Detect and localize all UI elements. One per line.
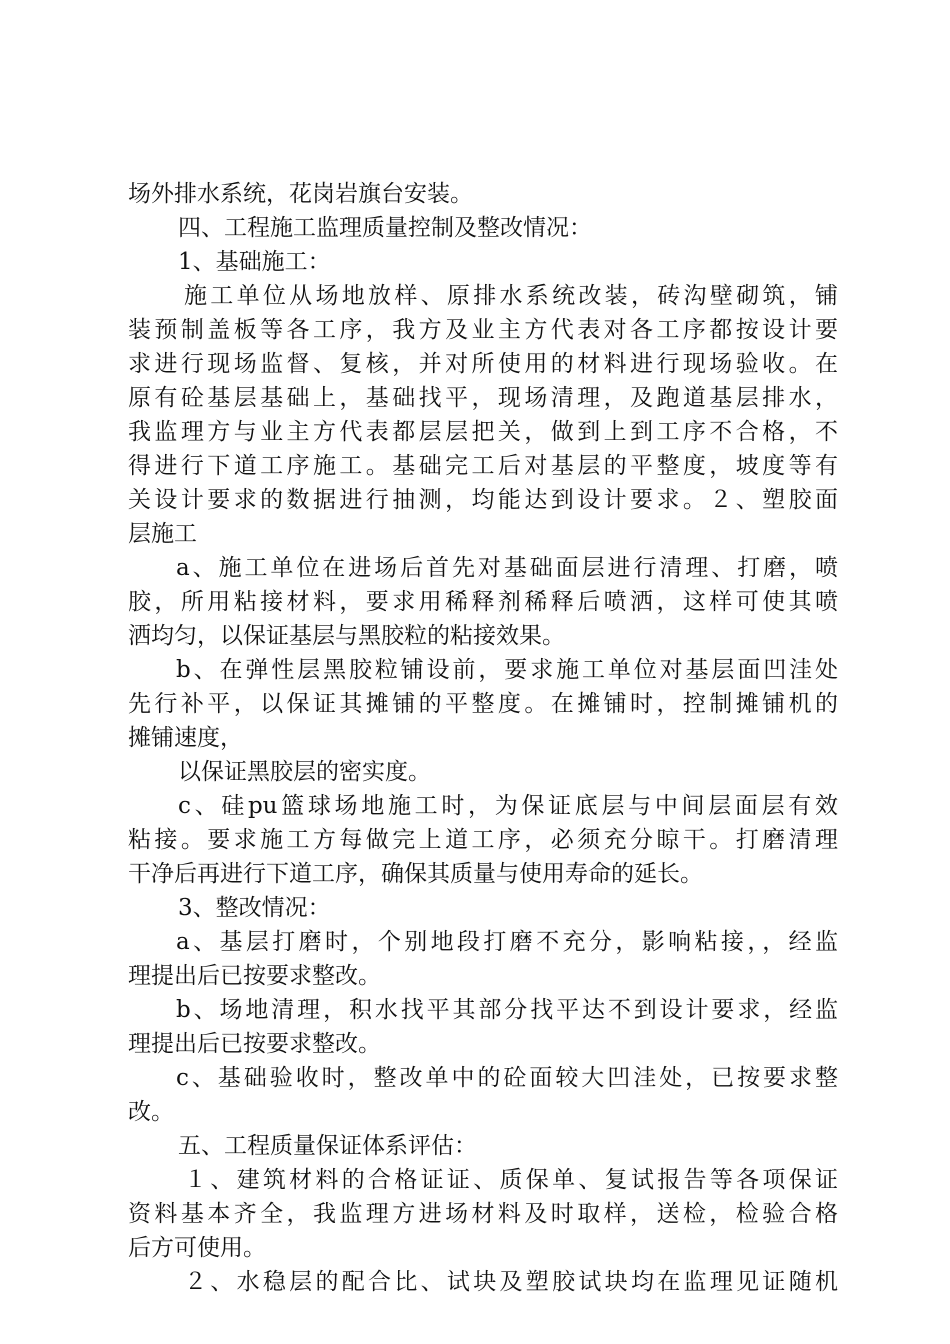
- text-line: 场外排水系统，花岗岩旗台安装。: [128, 181, 473, 207]
- text-line: 原有砼基层基础上，基础找平，现场清理，及跑道基层排水，: [128, 385, 838, 411]
- text-line: 理提出后已按要求整改。: [128, 1031, 381, 1057]
- text-line: １、建筑材料的合格证证、质保单、复试报告等各项保证: [184, 1167, 838, 1193]
- subsection-heading: 3、整改情况：: [178, 895, 331, 921]
- text-line: 胶，所用粘接材料，要求用稀释剂稀释后喷洒，这样可使其喷: [128, 589, 838, 615]
- text-line: 改。: [128, 1099, 174, 1125]
- text-line: 干净后再进行下道工序，确保其质量与使用寿命的延长。: [128, 861, 703, 887]
- text-line: a、基层打磨时，个别地段打磨不充分，影响粘接，，经监: [176, 929, 838, 955]
- text-line: 资料基本齐全，我监理方进场材料及时取样，送检，检验合格: [128, 1201, 838, 1227]
- text-line: b、场地清理，积水找平其部分找平达不到设计要求，经监: [176, 997, 838, 1023]
- text-line: c、基础验收时，整改单中的砼面较大凹洼处，已按要求整: [176, 1065, 838, 1091]
- text-line: 摊铺速度，: [128, 725, 243, 751]
- text-line: 粘接。要求施工方每做完上道工序，必须充分晾干。打磨清理: [128, 827, 838, 853]
- text-line: 洒均匀，以保证基层与黑胶粒的粘接效果。: [128, 623, 565, 649]
- subsection-heading: 1、基础施工：: [178, 249, 331, 275]
- text-line: 我监理方与业主方代表都层层把关，做到上到工序不合格，不: [128, 419, 838, 445]
- text-line: 得进行下道工序施工。基础完工后对基层的平整度，坡度等有: [128, 453, 838, 479]
- subsection-heading: 层施工: [128, 521, 197, 547]
- text-line: b、在弹性层黑胶粒铺设前，要求施工单位对基层面凹洼处: [176, 657, 838, 683]
- text-line: 求进行现场监督、复核，并对所使用的材料进行现场验收。在: [128, 351, 838, 377]
- text-line: 理提出后已按要求整改。: [128, 963, 381, 989]
- section-heading: 四、工程施工监理质量控制及整改情况：: [178, 215, 592, 241]
- text-line: a、施工单位在进场后首先对基础面层进行清理、打磨，喷: [176, 555, 838, 581]
- text-line: c、硅pu篮球场地施工时，为保证底层与中间层面层有效: [178, 793, 838, 819]
- text-line: 以保证黑胶层的密实度。: [178, 759, 431, 785]
- text-line: 装预制盖板等各工序，我方及业主方代表对各工序都按设计要: [128, 317, 838, 343]
- text-line: ２、水稳层的配合比、试块及塑胶试块均在监理见证随机: [184, 1269, 838, 1295]
- text-line: 先行补平，以保证其摊铺的平整度。在摊铺时，控制摊铺机的: [128, 691, 838, 717]
- text-line: 后方可使用。: [128, 1235, 266, 1261]
- text-line: 施工单位从场地放样、原排水系统改装，砖沟壁砌筑，铺: [184, 283, 838, 309]
- section-heading: 五、工程质量保证体系评估：: [178, 1133, 477, 1159]
- text-line: 关设计要求的数据进行抽测，均能达到设计要求。２、塑胶面: [128, 487, 838, 513]
